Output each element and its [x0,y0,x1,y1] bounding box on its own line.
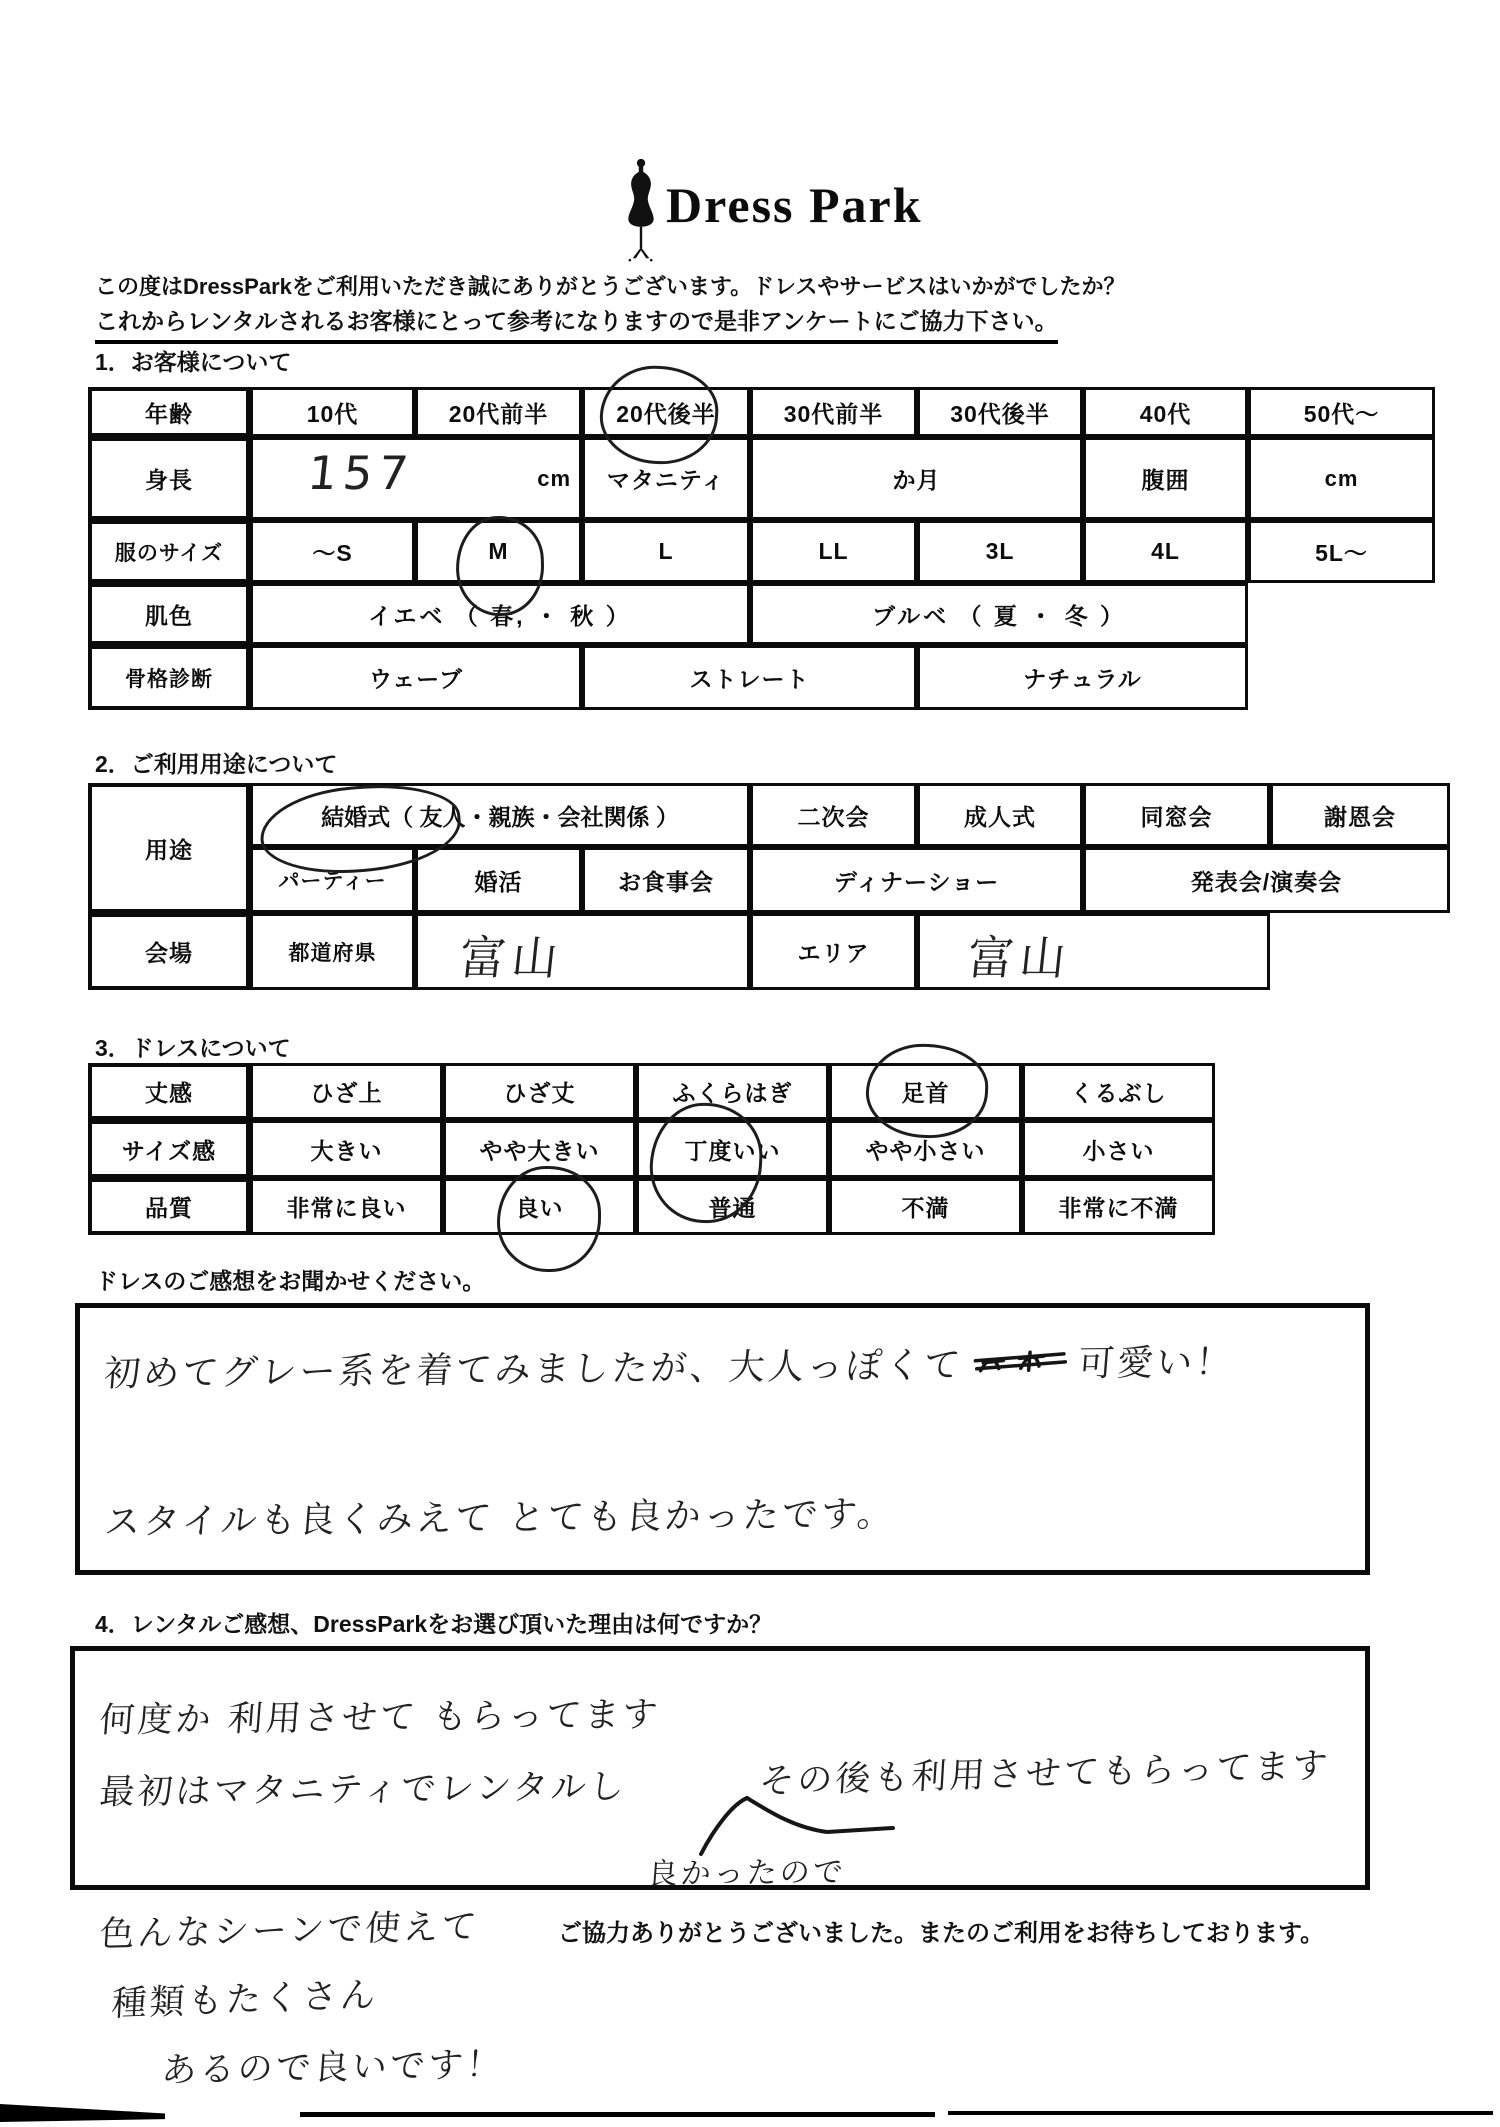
scan-artifact-line-left [300,2112,935,2117]
age-option-50s: 50代～ [1248,387,1435,437]
dress-comment-label: ドレスのご感想をお聞かせください。 [95,1268,486,1294]
skin-option-yellow: イエベ （ 春, ・ 秋 ） [250,583,750,645]
usage-option-dinnerparty: お食事会 [582,847,750,913]
quality-label: 品質 [88,1178,250,1235]
frame-option-wave: ウェーブ [250,645,582,710]
quality-option-normal: 普通 [636,1178,829,1235]
size-option-5l: 5L～ [1248,520,1435,583]
quality-option-very-dissatisfied: 非常に不満 [1022,1178,1215,1235]
length-option-calf: ふくらはぎ [636,1063,829,1120]
venue-area-label: エリア [750,913,917,990]
venue-pref-label: 都道府県 [250,913,415,990]
size-option-s: ～S [250,520,415,583]
dress-comment-line2: スタイルも良くみえて とても良かったです。 [102,1493,898,1544]
size-label: 服のサイズ [88,520,250,583]
section1-title: 1．お客様について [95,349,292,375]
maternity-months-cell: か月 [750,437,1083,520]
usage-label: 用途 [88,783,250,913]
age-option-10s: 10代 [250,387,415,437]
extra-note-2: 種類もたくさん [110,1975,380,2025]
usage-option-konkatsu: 婚活 [415,847,582,913]
skin-option-blue: ブルベ （ 夏 ・ 冬 ） [750,583,1248,645]
length-label: 丈感 [88,1063,250,1120]
age-option-40s: 40代 [1083,387,1248,437]
size-option-3l: 3L [917,520,1083,583]
size-option-m: M [415,520,582,583]
height-handwritten-value: 157 [305,446,417,500]
dress-comment-line1: 初めてグレー系を着てみましたが、大人っぽくて 可愛い！ [103,1334,1237,1397]
fit-option-just-right: 丁度いい [636,1120,829,1178]
frame-label: 骨格診断 [88,645,250,710]
intro-line-1: この度はDressParkをご利用いただき誠にありがとうございます。ドレスやサービスはいかがでしたか？ [95,274,1126,299]
height-label: 身長 [88,437,250,520]
fit-option-slightly-small: やや小さい [829,1120,1022,1178]
venue-pref-handwritten: 富山 [456,931,567,985]
fit-label: サイズ感 [88,1120,250,1178]
quality-option-very-good: 非常に良い [250,1178,443,1235]
venue-label: 会場 [88,913,250,990]
section2-title: 2．ご利用用途について [95,751,338,777]
length-option-above-knee: ひざ上 [250,1063,443,1120]
rental-comment-insertion: 良かったので [646,1854,848,1893]
rental-comment-line1: 何度か 利用させて もらってます [97,1695,662,1741]
usage-option-recital: 発表会/演奏会 [1083,847,1450,913]
usage-option-comingofage: 成人式 [917,783,1083,847]
age-option-late20s: 20代後半 [582,387,750,437]
venue-pref-value-cell [415,913,750,990]
quality-option-dissatisfied: 不満 [829,1178,1022,1235]
dress-form-logo-icon [622,158,660,262]
logo-wordmark: Dress Park [666,177,923,233]
scan-artifact-line-right [948,2111,1493,2115]
size-option-ll: LL [750,520,917,583]
waist-label: 腹囲 [1083,437,1248,520]
fit-option-big: 大きい [250,1120,443,1178]
circle-quality-selection [497,1166,601,1272]
maternity-label: マタニティ [582,437,750,520]
size-option-l: L [582,520,750,583]
venue-area-value-cell [917,913,1270,990]
fit-option-small: 小さい [1022,1120,1215,1178]
venue-area-handwritten: 富山 [964,931,1075,985]
scan-artifact-wedge [0,2103,165,2122]
length-option-knee: ひざ丈 [443,1063,636,1120]
usage-option-afterparty: 二次会 [750,783,917,847]
waist-unit-cell: cm [1248,437,1435,520]
extra-note-3: あるので良いです！ [160,2045,506,2091]
rental-comment-line2b: その後も利用させてもらってます [758,1746,1332,1802]
length-option-ankle: 足首 [829,1063,1022,1120]
height-unit: cm [537,465,571,491]
age-option-early30s: 30代前半 [750,387,917,437]
usage-option-dinnershow: ディナーショー [750,847,1083,913]
footer-thanks-text: ご協力ありがとうございました。またのご利用をお待ちしております。 [558,1920,1325,1947]
crossed-out-scribble [972,1339,1070,1384]
usage-option-thanksparty: 謝恩会 [1270,783,1450,847]
frame-option-straight: ストレート [582,645,917,710]
height-value-cell [250,437,582,520]
quality-option-good: 良い [443,1178,636,1235]
fit-option-slightly-big: やや大きい [443,1120,636,1178]
section3-title: 3．ドレスについて [95,1035,291,1061]
section4-title: 4．レンタルご感想、DressParkをお選び頂いた理由は何ですか？ [95,1611,773,1637]
frame-option-natural: ナチュラル [917,645,1248,710]
usage-option-wedding: 結婚式（ 友人・親族・会社関係 ） [250,783,750,847]
age-option-early20s: 20代前半 [415,387,582,437]
age-label: 年齢 [88,387,250,437]
length-option-anklebone: くるぶし [1022,1063,1215,1120]
size-option-4l: 4L [1083,520,1248,583]
usage-option-reunion: 同窓会 [1083,783,1270,847]
skin-label: 肌色 [88,583,250,645]
rental-comment-line2a: 最初はマタニティでレンタルし [98,1767,629,1813]
age-option-late30s: 30代後半 [917,387,1083,437]
usage-option-party: パーティー [250,847,415,913]
intro-line-2: これからレンタルされるお客様にとって参考になりますので是非アンケートにご協力下さい。 [95,303,1058,344]
extra-note-1: 色んなシーンで使えて [98,1907,481,1955]
